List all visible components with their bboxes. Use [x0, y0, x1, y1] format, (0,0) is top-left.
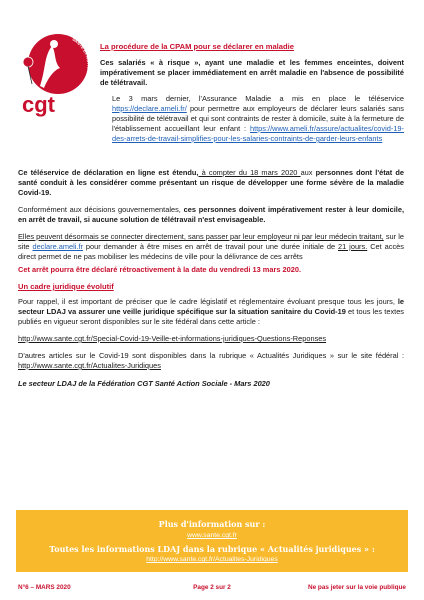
intro-block — [100, 42, 404, 144]
section-title-cpam: La procédure de la CPAM pour se déclarer en maladie — [100, 42, 294, 51]
issue-number: N°6 – MARS 2020 — [18, 584, 71, 591]
legal-watch-paragraph: Pour rappel, il est important de préciser que le cadre législatif et réglementaire évoluant presque tous les jours, le secteur LDAJ va assurer une veille juridique spécifique sur la situation sanitaire du Covid-19 et tous les textes publiés en vigueur seront disponibles sur le site fédéral dans cette article : — [18, 297, 404, 326]
actualites-juridiques-url[interactable]: http://www.sante.cgt.fr/Actualites-Juridiques — [18, 361, 161, 370]
special-covid-url[interactable]: http://www.sante.cgt.fr/Special-Covid-19-Veille-et-informations-juridiques-Questions-Reponses — [18, 334, 327, 343]
retroactive-notice: Cet arrêt pourra être déclaré rétroactivement à la date du vendredi 13 mars 2020. — [18, 265, 302, 274]
logo-ring-text: SANTÉ ET ACTION SO — [71, 36, 92, 81]
direct-access-paragraph: Elles peuvent désormais se connecter directement, sans passer par leur employeur ni par leur médecin traitant, sur le site declare.ameli.fr pour demander à être mises en arrêt de travail pour une durée initiale de 21 jours. Cet accès direct permet de ne pas mobiliser les médecins de ville pour la délivrance de ces arrêts — [18, 232, 404, 261]
section-title-cadre: Un cadre juridique évolutif — [18, 282, 114, 291]
info-box — [16, 510, 408, 572]
disposal-notice: Ne pas jeter sur la voie publique — [307, 584, 406, 591]
info-heading: Plus d'information sur : — [158, 519, 266, 529]
ameli-article-link[interactable]: https://www.ameli.fr/assure/actualites/covid-19-des-arrets-de-travail-simplifies-pour-les-salaries-contraints-de-garder-leurs-enfants — [112, 124, 404, 143]
main-content — [18, 168, 404, 389]
actualites-link[interactable]: http://www.sante.cgt.fr/Actualites-Juridiques — [146, 556, 278, 563]
logo-wordmark: cgt — [22, 92, 55, 117]
signature: Le secteur LDAJ de la Fédération CGT Santé Action Sociale - Mars 2020 — [18, 379, 270, 388]
page-number: Page 2 sur 2 — [193, 584, 231, 591]
declare-ameli-link-2[interactable]: declare.ameli.fr — [32, 242, 83, 251]
lead-paragraph: Ces salariés « à risque », ayant une maladie et les femmes enceintes, doivent impérativement se placer immédiatement en arrêt maladie en l'absence de possibilité de télétravail. — [100, 58, 404, 87]
declare-ameli-link[interactable]: https://declare.ameli.fr/ — [112, 104, 187, 113]
cgt-logo — [14, 28, 96, 118]
ldaj-heading: Toutes les informations LDAJ dans la rubrique « Actualités juridiques » : — [49, 544, 375, 554]
extension-paragraph: Ce téléservice de déclaration en ligne est étendu, à compter du 18 mars 2020 aux personnes dont l'état de santé conduit à les considérer comme présentant un risque de développer une forme sévère de la maladie Covid-19. — [18, 168, 404, 197]
sante-cgt-link[interactable]: www.sante.cgt.fr — [187, 532, 237, 539]
teleservice-paragraph: Le 3 mars dernier, l'Assurance Maladie a mis en place le téléservice https://declare.ameli.fr/ pour permettre aux employeurs de déclarer leurs salariés sans possibilité de télétravail et qui sont contraints de rester à domicile, suite à la fermeture de l'établissement accueillant leur enfant : https://www.ameli.fr/assure/actualites/covid-19-des-arrets-de-travail-simplifies-pour-les-salaries-contraints-de-garder-leurs-enfants — [112, 94, 404, 143]
other-articles-paragraph: D'autres articles sur le Covid-19 sont disponibles dans la rubrique « Actualités Juridiques » sur le site fédéral : http://www.sante.cgt.fr/Actualites-Juridiques — [18, 351, 404, 370]
government-decision-paragraph: Conformément aux décisions gouvernementales, ces personnes doivent impérativement rester à leur domicile, en arrêt de travail, si aucune solution de télétravail n'est envisageable. — [18, 205, 404, 224]
